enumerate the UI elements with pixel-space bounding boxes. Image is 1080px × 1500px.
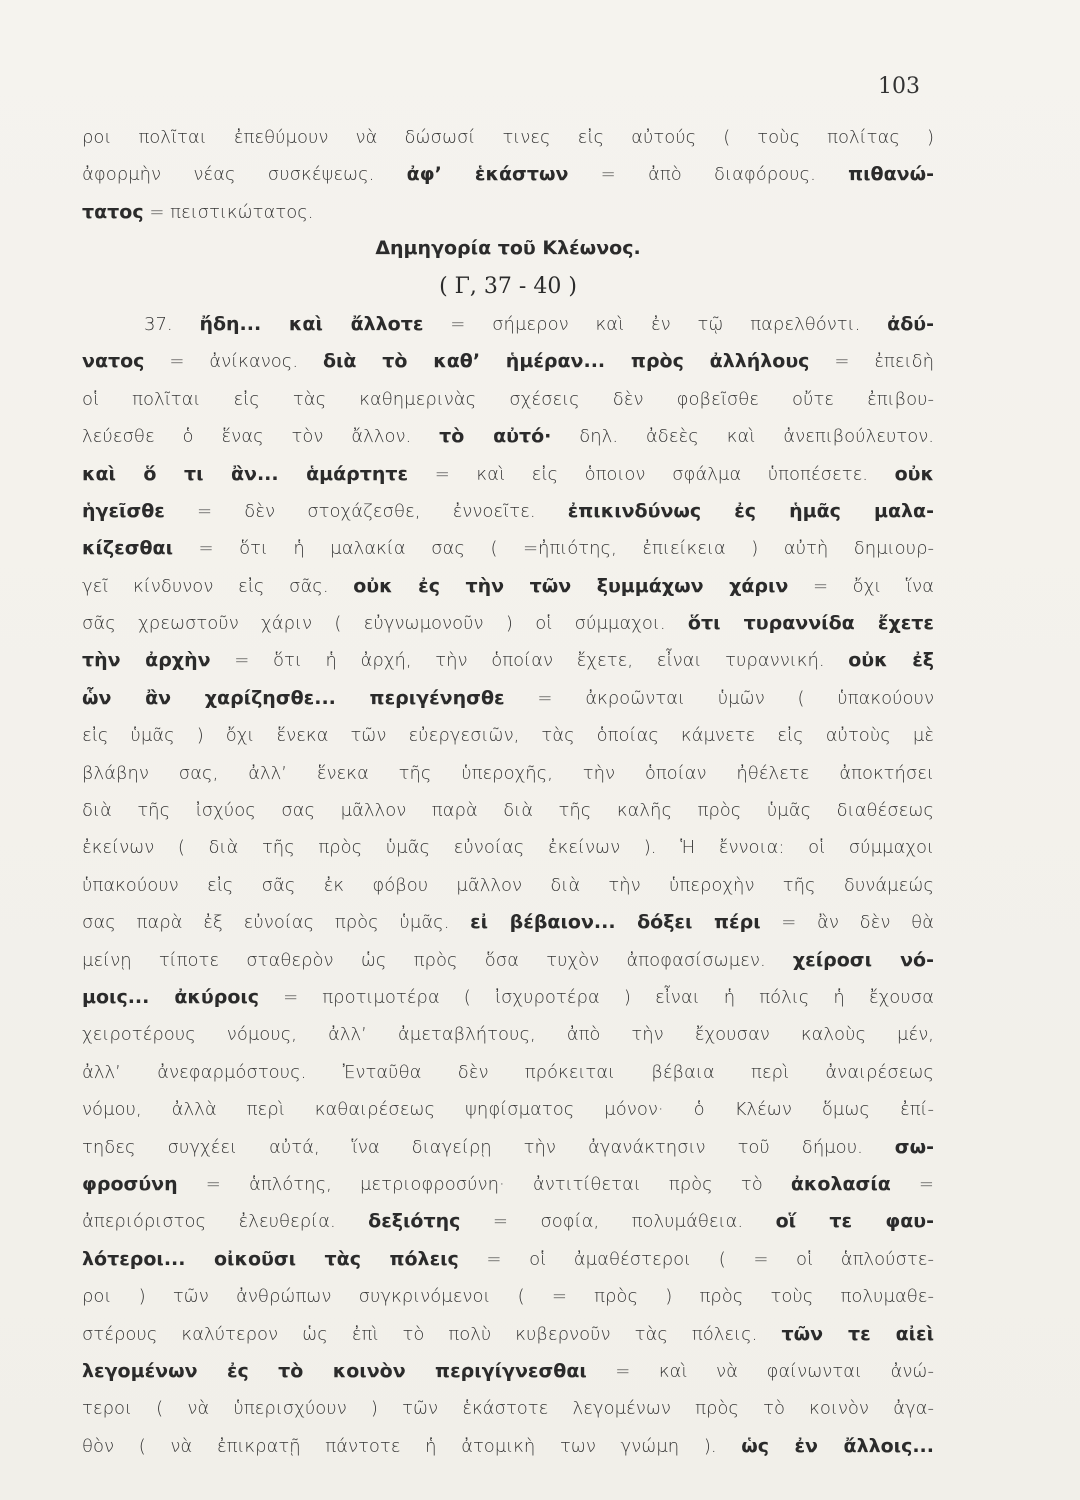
text-line-8: καὶ ὅ τι ἂν... ἁμάρτητε = καὶ εἰς ὁποιον σφάλμα ὑποπέσετε. οὐκ [82, 462, 934, 485]
text-line-21: μείνῃ τίποτε σταθερὸν ὡς πρὸς ὅσα τυχὸν ἀποφασίσωμεν. χείροσι νό- [82, 948, 934, 971]
text-line-20: σας παρὰ ἐξ εὐνοίας πρὸς ὑμᾶς. εἰ βέβαιον... δόξει πέρι = ἂν δὲν θὰ [82, 911, 934, 934]
text-line-1: ροι πολῖται ἐπεθύμουν νὰ δώσωσί τινες εἰς αὐτούς ( τοὺς πολίτας ) [82, 127, 934, 148]
text-line-31: στέρους καλύτερον ὡς ἐπὶ τὸ πολὺ κυβερνοῦν τὰς πόλεις. τῶν τε αἰεὶ [82, 1322, 934, 1345]
section-heading: Δημηγορία τοῦ Κλέωνος. [375, 237, 641, 260]
text-line-23: χειροτέρους νόμους, ἀλλ’ ἀμεταβλήτους, ἀπὸ τὴν ἔχουσαν καλοὺς μέν, [82, 1024, 934, 1046]
text-line-4: 37. ἤδη... καὶ ἄλλοτε = σήμερον καὶ ἐν τῷ παρελθόντι. ἀδύ- [144, 312, 934, 335]
text-line-11: γεῖ κίνδυνον εἰς σᾶς. οὐκ ἐς τὴν τῶν ξυμμάχων χάριν = ὄχι ἵνα [82, 574, 934, 597]
text-line-12: σᾶς χρεωστοῦν χάριν ( εὐγνωμονοῦν ) οἱ σύμμαχοι. ὅτι τυραννίδα ἔχετε [82, 612, 934, 635]
text-line-27: φροσύνη = ἁπλότης, μετριοφροσύνη· ἀντιτίθεται πρὸς τὸ ἀκολασία = [82, 1172, 934, 1195]
commentary-text [82, 118, 934, 1464]
section-reference: ( Γ, 37 - 40 ) [439, 273, 577, 299]
text-line-24: ἀλλ’ ἀνεφαρμόστους. Ἐνταῦθα δὲν πρόκειται βέβαια περὶ ἀναιρέσεως [82, 1061, 934, 1083]
text-line-2: ἀφορμὴν νέας συσκέψεως. ἀφ’ ἑκάστων = ἀπὸ διαφόρους. πιθανώ- [82, 163, 934, 186]
text-line-33: τεροι ( νὰ ὑπερισχύουν ) τῶν ἑκάστοτε λεγομένων πρὸς τὸ κοινὸν ἀγα- [82, 1398, 934, 1420]
text-line-14: ὧν ἂν χαρίζησθε... περιγένησθε = ἀκροῶνται ὑμῶν ( ὑπακούουν [82, 686, 934, 709]
text-line-26: τηδες συγχέει αὐτά, ἵνα διαγείρῃ τὴν ἀγανάκτησιν τοῦ δήμου. σω- [82, 1135, 934, 1158]
text-line-18: ἐκείνων ( διὰ τῆς πρὸς ὑμᾶς εὐνοίας ἐκείνων ). Ἡ ἔννοια: οἱ σύμμαχοι [82, 837, 934, 859]
text-line-9: ἡγεῖσθε = δὲν στοχάζεσθε, ἐννοεῖτε. ἐπικινδύνως ἐς ἡμᾶς μαλα- [82, 499, 934, 522]
text-line-34: θὸν ( νὰ ἐπικρατῇ πάντοτε ἡ ἀτομικὴ των γνώμη ). ὡς ἐν ἄλλοις... [82, 1434, 934, 1457]
text-line-29: λότεροι... οἰκοῦσι τὰς πόλεις = οἱ ἀμαθέστεροι ( = οἱ ἁπλούστε- [82, 1247, 934, 1270]
text-line-28: ἀπεριόριστος ἐλευθερία. δεξιότης = σοφία, πολυμάθεια. οἵ τε φαυ- [82, 1210, 934, 1233]
text-line-5: νατος = ἀνίκανος. διὰ τὸ καθ’ ἡμέραν... πρὸς ἀλλήλους = ἐπειδὴ [82, 350, 934, 373]
text-line-16: βλάβην σας, ἀλλ’ ἕνεκα τῆς ὑπεροχῆς, τὴν ὁποίαν ἠθέλετε ἀποκτήσει [82, 762, 934, 784]
text-line-32: λεγομένων ἐς τὸ κοινὸν περιγίγνεσθαι = καὶ νὰ φαίνωνται ἀνώ- [82, 1359, 934, 1382]
text-line-30: ροι ) τῶν ἀνθρώπων συγκρινόμενοι ( = πρὸς ) πρὸς τοὺς πολυμαθε- [82, 1286, 934, 1308]
text-line-17: διὰ τῆς ἰσχύος σας μᾶλλον παρὰ διὰ τῆς καλῆς πρὸς ὑμᾶς διαθέσεως [82, 800, 934, 822]
text-line-15: εἰς ὑμᾶς ) ὄχι ἕνεκα τῶν εὐεργεσιῶν, τὰς ὁποίας κάμνετε εἰς αὐτοὺς μὲ [82, 725, 934, 747]
page-number: 103 [878, 74, 920, 99]
text-line-6: οἱ πολῖται εἰς τὰς καθημερινὰς σχέσεις δὲν φοβεῖσθε οὔτε ἐπιβου- [82, 388, 934, 410]
text-line-19: ὑπακούουν εἰς σᾶς ἐκ φόβου μᾶλλον διὰ τὴν ὑπεροχὴν τῆς δυνάμεώς [82, 874, 934, 896]
text-line-22: μοις... ἀκύροις = προτιμοτέρα ( ἰσχυροτέρα ) εἶναι ἡ πόλις ἡ ἔχουσα [82, 985, 934, 1008]
text-line-25: νόμου, ἀλλὰ περὶ καθαιρέσεως ψηφίσματος μόνον· ὁ Κλέων ὅμως ἐπί- [82, 1099, 934, 1121]
text-line-13: τὴν ἀρχὴν = ὅτι ἡ ἀρχή, τὴν ὁποίαν ἔχετε, εἶναι τυραννική. οὐκ ἐξ [82, 649, 934, 672]
text-line-10: κίζεσθαι = ὅτι ἡ μαλακία σας ( =ἠπιότης, ἐπιείκεια ) αὐτὴ δημιουρ- [82, 537, 934, 560]
text-line-3: τατος = πειστικώτατος. [82, 200, 314, 223]
text-line-7: λεύεσθε ὁ ἕνας τὸν ἄλλον. τὸ αὐτό· δηλ. ἀδεὲς καὶ ἀνεπιβούλευτον. [82, 425, 934, 448]
